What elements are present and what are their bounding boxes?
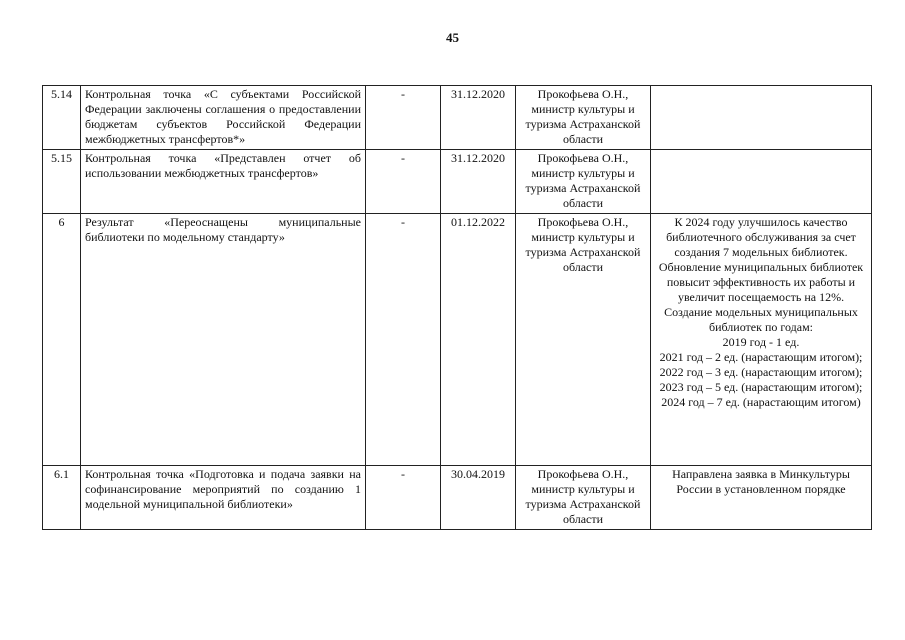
row-responsible: Прокофьева О.Н., министр культуры и туризма Астраханской области	[516, 466, 651, 530]
result-year-line: 2023 год – 5 ед. (нарастающим итогом);	[659, 380, 863, 394]
row-end-date: 01.12.2022	[441, 214, 516, 466]
row-start-date: -	[366, 466, 441, 530]
table-row	[43, 466, 872, 530]
result-year-line: 2021 год – 2 ед. (нарастающим итогом);	[659, 350, 863, 364]
row-responsible: Прокофьева О.Н., министр культуры и туризма Астраханской области	[516, 150, 651, 214]
row-end-date: 30.04.2019	[441, 466, 516, 530]
row-result	[651, 150, 872, 214]
row-number: 5.14	[43, 86, 81, 150]
row-responsible: Прокофьева О.Н., министр культуры и туризма Астраханской области	[516, 86, 651, 150]
row-number: 6.1	[43, 466, 81, 530]
row-number: 5.15	[43, 150, 81, 214]
row-start-date: -	[366, 86, 441, 150]
result-year-line: 2022 год – 3 ед. (нарастающим итогом);	[659, 365, 863, 379]
result-summary: К 2024 году улучшилось качество библиотечного обслуживания за счет создания 7 модельных библиотек. Обновление муниципальных библиотек повысит эффективность их работы и увеличит посещаемость на 12%. Создание модельных муниципальных библиотек по годам:	[658, 215, 864, 334]
row-end-date: 31.12.2020	[441, 86, 516, 150]
plan-table	[42, 85, 872, 530]
row-responsible: Прокофьева О.Н., министр культуры и туризма Астраханской области	[516, 214, 651, 466]
row-title: Контрольная точка «С субъектами Российской Федерации заключены соглашения о предоставлении бюджетам субъектов Российской Федерации межбюджетных трансфертов*»	[81, 86, 366, 150]
row-end-date: 31.12.2020	[441, 150, 516, 214]
page-number: 45	[446, 30, 459, 45]
row-result	[651, 466, 872, 530]
row-title: Контрольная точка «Подготовка и подача заявки на софинансирование мероприятий по созданию 1 модельной муниципальной библиотеки»	[81, 466, 366, 530]
row-title: Результат «Переоснащены муниципальные библиотеки по модельному стандарту»	[81, 214, 366, 466]
result-summary: Направлена заявка в Минкультуры России в установленном порядке	[672, 467, 850, 496]
table-row	[43, 86, 872, 150]
table-row	[43, 150, 872, 214]
row-result	[651, 86, 872, 150]
result-year-line: 2019 год - 1 ед.	[722, 335, 800, 349]
row-title: Контрольная точка «Представлен отчет об использовании межбюджетных трансфертов»	[81, 150, 366, 214]
result-year-line: 2024 год – 7 ед. (нарастающим итогом)	[661, 395, 861, 409]
row-result	[651, 214, 872, 466]
row-number: 6	[43, 214, 81, 466]
row-start-date: -	[366, 150, 441, 214]
table-row	[43, 214, 872, 466]
row-start-date: -	[366, 214, 441, 466]
